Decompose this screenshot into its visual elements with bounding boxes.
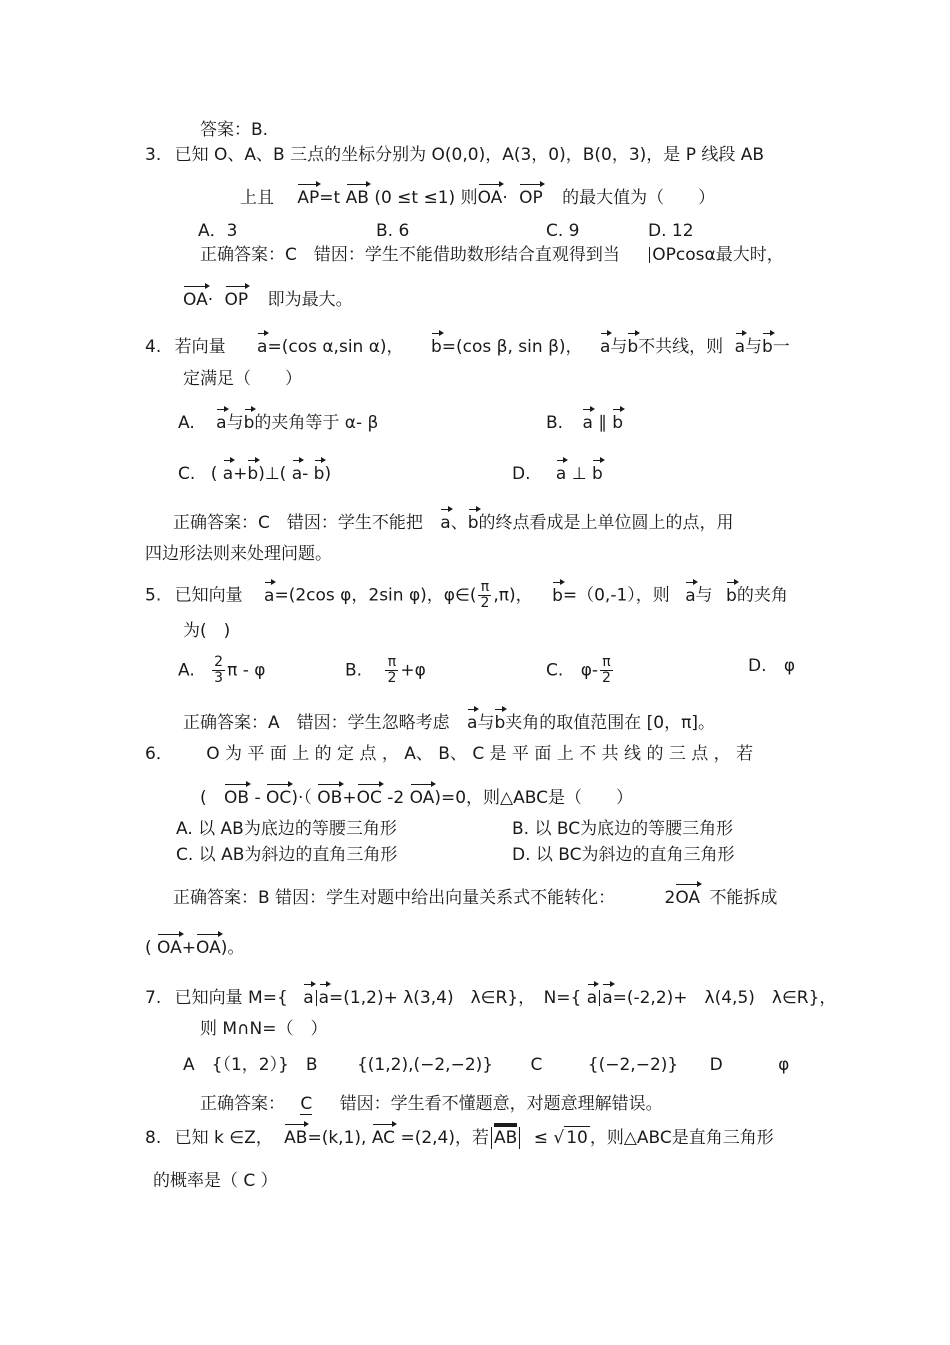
q4-and: 与 xyxy=(745,337,762,357)
vector-oa: OA xyxy=(183,285,208,311)
abs-bar xyxy=(491,1127,492,1149)
sqrt-icon: √ xyxy=(553,1128,565,1148)
vector-b: b xyxy=(612,408,623,434)
q7-number: 7. xyxy=(145,988,162,1008)
fraction-pi-over-2 xyxy=(385,655,398,686)
q3-eq-t: =t xyxy=(319,188,341,208)
vector-a: a xyxy=(587,983,597,1009)
vector-a: a xyxy=(600,332,610,358)
vector-b: b xyxy=(726,581,737,607)
q8-ac-def: =(2,4)，若 xyxy=(400,1128,489,1148)
q5-option-a-tail: π - φ xyxy=(227,660,266,681)
option-label: D xyxy=(709,1055,723,1075)
option-label: C. xyxy=(546,660,564,681)
q4-option-b xyxy=(546,408,623,434)
set-bar xyxy=(316,990,317,1006)
vector-oa: OA xyxy=(157,933,182,959)
q4-answer-text: 正确答案：C 错因：学生不能把 xyxy=(173,513,423,533)
set-bar xyxy=(599,990,600,1006)
coefficient-two: 2 xyxy=(664,888,676,908)
q5-range-tail: ,π)， xyxy=(493,585,533,606)
q6-answer-line2 xyxy=(145,933,244,959)
q3-range: (0 ≤t ≤1) 则 xyxy=(374,188,478,208)
abs-bar xyxy=(519,1127,520,1149)
q4-and: 与 xyxy=(226,413,244,433)
vector-oc: OC xyxy=(266,783,291,809)
paren: ( xyxy=(145,938,152,958)
vector-a: a xyxy=(257,332,267,358)
q5-answer-text2: 夹角的取值范围在 [0，π]。 xyxy=(505,713,715,733)
q7-m-def: =(1,2)+ λ(3,4) λ∈R}， N={ xyxy=(329,988,582,1008)
q3-suffix: 的最大值为（ ） xyxy=(562,188,716,208)
option-label: C xyxy=(530,1055,543,1075)
fraction-den: 2 xyxy=(602,670,611,686)
abs-bar xyxy=(649,247,650,263)
vector-b: b xyxy=(552,581,563,607)
option-label: B. xyxy=(345,660,363,681)
paren: ( xyxy=(200,788,207,808)
fraction-2-over-3 xyxy=(212,655,225,686)
q4-noncollinear: 不共线，则 xyxy=(638,337,724,357)
vector-ob: OB xyxy=(317,783,342,809)
paren: ( xyxy=(210,464,218,484)
q4-b-def: =(cos β, sin β)， xyxy=(441,337,583,357)
q6-stem-line2 xyxy=(200,783,633,809)
q4-tail: 一 xyxy=(772,337,790,357)
q5-stem-line2: 为( ) xyxy=(183,621,231,641)
q3-answer-op: OP xyxy=(652,245,676,265)
parallel-symbol: ∥ xyxy=(598,413,607,433)
q5-b-def: =（0,-1），则 xyxy=(562,585,670,606)
q5-a-def: =(2cos φ，2sin φ)，φ∈( xyxy=(274,585,477,606)
vector-a: a xyxy=(735,332,745,358)
q7-stem-line2: 则 M∩N=（ ） xyxy=(200,1019,328,1039)
vector-a: a xyxy=(440,508,450,534)
vector-b: b xyxy=(247,459,258,485)
vector-a: a xyxy=(685,581,695,607)
q8-stem-line1 xyxy=(145,1123,774,1149)
q4-option-a xyxy=(178,408,378,434)
vector-a: a xyxy=(602,983,612,1009)
q4-answer-line2: 四边形法则来处理问题。 xyxy=(145,544,332,564)
fraction-den: 2 xyxy=(387,670,397,686)
q3-option-a: A．3 xyxy=(198,221,238,241)
fraction-num: π xyxy=(385,655,398,671)
q3-answer-text: 正确答案：C 错因：学生不能借助数形结合直观得到当 xyxy=(200,245,620,265)
le-symbol: ≤ xyxy=(533,1128,548,1148)
q6-answer-text: 正确答案：B 错因：学生对题中给出向量关系式不能转化： xyxy=(173,888,616,908)
paren: ) xyxy=(324,464,332,484)
q7-stem-line1 xyxy=(145,983,836,1009)
fraction-pi-over-2 xyxy=(600,655,613,686)
q4-option-d xyxy=(512,459,603,485)
option-label: A. xyxy=(178,660,195,681)
option-label: A. xyxy=(178,413,195,433)
vector-b: b xyxy=(494,708,505,734)
vector-b: b xyxy=(314,459,325,485)
q4-number: 4. xyxy=(145,337,162,357)
q8-stem-text: 已知 k ∈Z， xyxy=(174,1128,273,1148)
fraction-pi-over-2 xyxy=(478,580,491,611)
q6-stem-text: O 为 平 面 上 的 定 点 ， A、 B、 C 是 平 面 上 不 共 线 的 三 点 ， 若 xyxy=(206,744,754,764)
q5-angle: 的夹角 xyxy=(736,585,788,606)
q3-stem-line2 xyxy=(240,183,715,209)
option-label: C. xyxy=(178,464,196,484)
q6-option-d: D. 以 BC为斜边的直角三角形 xyxy=(512,845,735,865)
q5-option-a xyxy=(178,655,265,686)
q4-option-c xyxy=(178,459,331,485)
vector-a: a xyxy=(264,581,274,607)
vector-a: a xyxy=(303,983,313,1009)
q7-answer-text: 错因：学生看不懂题意，对题意理解错误。 xyxy=(339,1094,663,1114)
vector-a: a xyxy=(556,459,566,485)
vector-a: a xyxy=(582,408,592,434)
fraction-den: 3 xyxy=(214,670,224,686)
vector-a: a xyxy=(467,708,477,734)
q2-answer: 答案：B. xyxy=(200,120,269,140)
vector-ab: AB xyxy=(346,183,369,209)
vector-ob: OB xyxy=(224,783,249,809)
option-label: D. xyxy=(512,464,531,484)
q8-number: 8. xyxy=(145,1128,162,1148)
q7-option-a: A {（1，2）} B xyxy=(183,1055,318,1075)
option-label: D. xyxy=(748,656,767,676)
q8-stem-tail: ，则△ABC是直角三角形 xyxy=(589,1128,774,1148)
option-label: B. xyxy=(546,413,564,433)
vector-b: b xyxy=(592,459,603,485)
vector-b: b xyxy=(244,408,255,434)
q5-number: 5. xyxy=(145,585,162,606)
q3-number: 3. xyxy=(145,145,162,165)
q4-answer-text2: 的终点看成是上单位圆上的点，用 xyxy=(478,513,734,533)
vector-a: a xyxy=(223,459,233,485)
q7-answer xyxy=(200,1093,663,1115)
q4-stem-line2: 定满足（ ） xyxy=(183,369,302,389)
q6-stem-line1 xyxy=(145,743,753,765)
q6-option-a: A. 以 AB为底边的等腰三角形 xyxy=(176,819,397,839)
q4-and: 与 xyxy=(610,337,628,357)
q6-tail: )=0，则△ABC是（ ） xyxy=(434,788,633,808)
q5-option-c xyxy=(546,655,615,686)
q6-number: 6． xyxy=(145,744,173,764)
dot-operator: · xyxy=(207,290,214,310)
fraction-num: π xyxy=(600,655,613,671)
q5-option-d-text: φ xyxy=(783,656,796,676)
q6-option-b: B. 以 BC为底边的等腰三角形 xyxy=(512,819,734,839)
q7-options xyxy=(183,1054,789,1076)
q5-stem-text: 已知向量 xyxy=(174,585,243,606)
vector-op: OP xyxy=(519,183,543,209)
fraction-num: 2 xyxy=(214,654,224,670)
vector-oa: OA xyxy=(478,183,503,209)
vector-ap: AP xyxy=(297,183,319,209)
q5-and: 与 xyxy=(695,585,713,606)
plus: + xyxy=(342,788,357,808)
vector-b: b xyxy=(627,332,638,358)
vector-b: b xyxy=(431,332,442,358)
vector-a: a xyxy=(216,408,226,434)
q5-answer-text: 正确答案：A 错因：学生忽略考虑 xyxy=(183,713,450,733)
sqrt-value: 10 xyxy=(566,1128,588,1148)
q3-answer-cos: cosα最大时， xyxy=(675,245,784,265)
vector-b: b xyxy=(468,508,479,534)
q3-answer-line2 xyxy=(183,285,353,311)
vector-a: a xyxy=(319,983,329,1009)
q7-answer-label: 正确答案： xyxy=(200,1094,285,1114)
q3-answer-line1 xyxy=(200,244,784,266)
vector-oa: OA xyxy=(196,933,221,959)
q5-option-c-head: φ- xyxy=(580,660,599,681)
q3-option-b: B. 6 xyxy=(376,221,410,241)
q5-option-b xyxy=(345,655,426,686)
vector-ac: AC xyxy=(372,1123,395,1149)
q5-stem-line1 xyxy=(145,580,788,611)
q8-stem-line2: 的概率是（ C ） xyxy=(153,1171,278,1191)
q4-a-def: =(cos α,sin α)， xyxy=(267,337,404,357)
q7-option-d: φ xyxy=(778,1055,790,1075)
q8-ab-def: =(k,1), xyxy=(307,1128,367,1148)
q7-answer-letter: C xyxy=(300,1094,313,1114)
vector-oa: OA xyxy=(675,883,700,909)
q8-abs-ab: AB xyxy=(494,1123,517,1148)
q4-answer-line1 xyxy=(173,508,734,534)
q4-stem-line1 xyxy=(145,332,790,358)
q7-option-b: {(1,2),(−2,−2)} xyxy=(356,1055,494,1075)
q6-answer-line1 xyxy=(173,883,777,909)
q7-stem-text: 已知向量 M={ xyxy=(174,988,288,1008)
q5-option-b-tail: +φ xyxy=(400,660,426,681)
q3-option-d: D. 12 xyxy=(648,221,694,241)
q7-option-c: {(−2,−2)} xyxy=(587,1055,679,1075)
q7-n-def: =(-2,2)+ λ(4,5) λ∈R}， xyxy=(612,988,837,1008)
q3-prefix: 上且 xyxy=(240,188,274,208)
q3-stem-text: 已知 O、A、B 三点的坐标分别为 O(0,0)，A(3，0)，B(0，3)，是 P 线段 AB xyxy=(174,145,765,165)
minus: - xyxy=(302,464,309,484)
q4-stem-text: 若向量 xyxy=(174,337,226,357)
vector-b: b xyxy=(762,332,773,358)
perp-symbol: )⊥( xyxy=(258,464,287,484)
vector-a: a xyxy=(292,459,302,485)
dot-operator: · xyxy=(502,188,508,208)
minus-two: -2 xyxy=(387,788,405,808)
minus: - xyxy=(254,788,261,808)
fraction-num: π xyxy=(478,580,491,596)
vector-ab: AB xyxy=(284,1123,307,1149)
q3-option-c: C. 9 xyxy=(546,221,580,241)
q6-option-c: C. 以 AB为斜边的直角三角形 xyxy=(176,845,398,865)
vector-oc: OC xyxy=(357,783,382,809)
vector-op: OP xyxy=(225,285,249,311)
vector-oa: OA xyxy=(410,783,435,809)
perp-symbol: ⊥ xyxy=(571,464,587,484)
q5-answer xyxy=(183,708,715,734)
q5-option-d xyxy=(748,655,795,677)
q4-option-a-text: 的夹角等于 α- β xyxy=(254,413,379,433)
q6-answer-text2: 不能拆成 xyxy=(709,888,778,908)
fraction-den: 2 xyxy=(480,595,490,611)
q3-stem-line1 xyxy=(145,144,764,166)
q5-and: 与 xyxy=(477,713,495,733)
q6-close-dot: )·（ xyxy=(291,788,312,808)
q3-answer-end: 即为最大。 xyxy=(267,290,353,310)
separator: 、 xyxy=(450,513,468,533)
plus: + xyxy=(181,938,197,958)
plus: + xyxy=(233,464,248,484)
paren: )。 xyxy=(220,938,245,958)
